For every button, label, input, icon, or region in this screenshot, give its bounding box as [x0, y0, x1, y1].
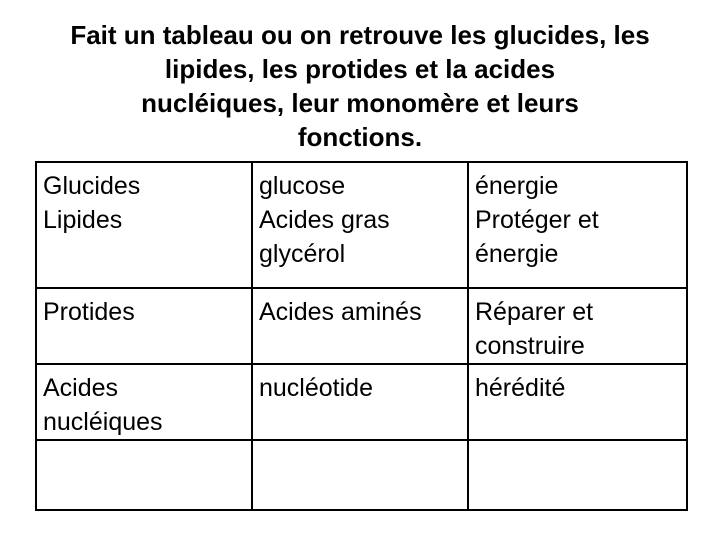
table-cell-monomer	[252, 364, 468, 440]
table-cell-molecule	[36, 364, 252, 440]
table-row	[36, 162, 687, 288]
cell-text: Protides	[43, 298, 135, 326]
cell-text: énergie	[475, 240, 559, 268]
cell-text: Lipides	[43, 206, 123, 234]
cell-text: nucléiques	[43, 408, 163, 436]
cell-text: glycérol	[259, 240, 346, 268]
table-cell-monomer	[252, 162, 468, 288]
cell-text: Glucides	[43, 172, 141, 200]
page-title	[20, 18, 700, 154]
cell-text: Acides	[43, 374, 119, 402]
title-line: lipides, les protides et la acides	[164, 54, 556, 84]
table-cell-empty	[468, 440, 687, 510]
cell-text: construire	[475, 332, 585, 360]
cell-text: hérédité	[475, 374, 566, 402]
biomolecule-table	[35, 161, 688, 511]
title-line: nucléiques, leur monomère et leurs	[141, 88, 579, 118]
table-cell-function	[468, 288, 687, 364]
cell-text: glucose	[259, 172, 346, 200]
table-row	[36, 440, 687, 510]
table-cell-function	[468, 364, 687, 440]
table-row	[36, 288, 687, 364]
cell-text: Protéger et	[475, 206, 599, 234]
table-cell-empty	[252, 440, 468, 510]
title-line: Fait un tableau ou on retrouve les glucides, les	[70, 20, 650, 50]
cell-text: Réparer et	[475, 298, 594, 326]
title-line: fonctions.	[297, 122, 423, 152]
table-cell-monomer	[252, 288, 468, 364]
table-cell-function	[468, 162, 687, 288]
cell-text: Acides gras	[259, 206, 390, 234]
table-cell-molecule	[36, 288, 252, 364]
table-row	[36, 364, 687, 440]
cell-text: nucléotide	[259, 374, 373, 402]
cell-text: énergie	[475, 172, 559, 200]
table-cell-empty	[36, 440, 252, 510]
table-cell-molecule	[36, 162, 252, 288]
cell-text: Acides aminés	[259, 298, 422, 326]
